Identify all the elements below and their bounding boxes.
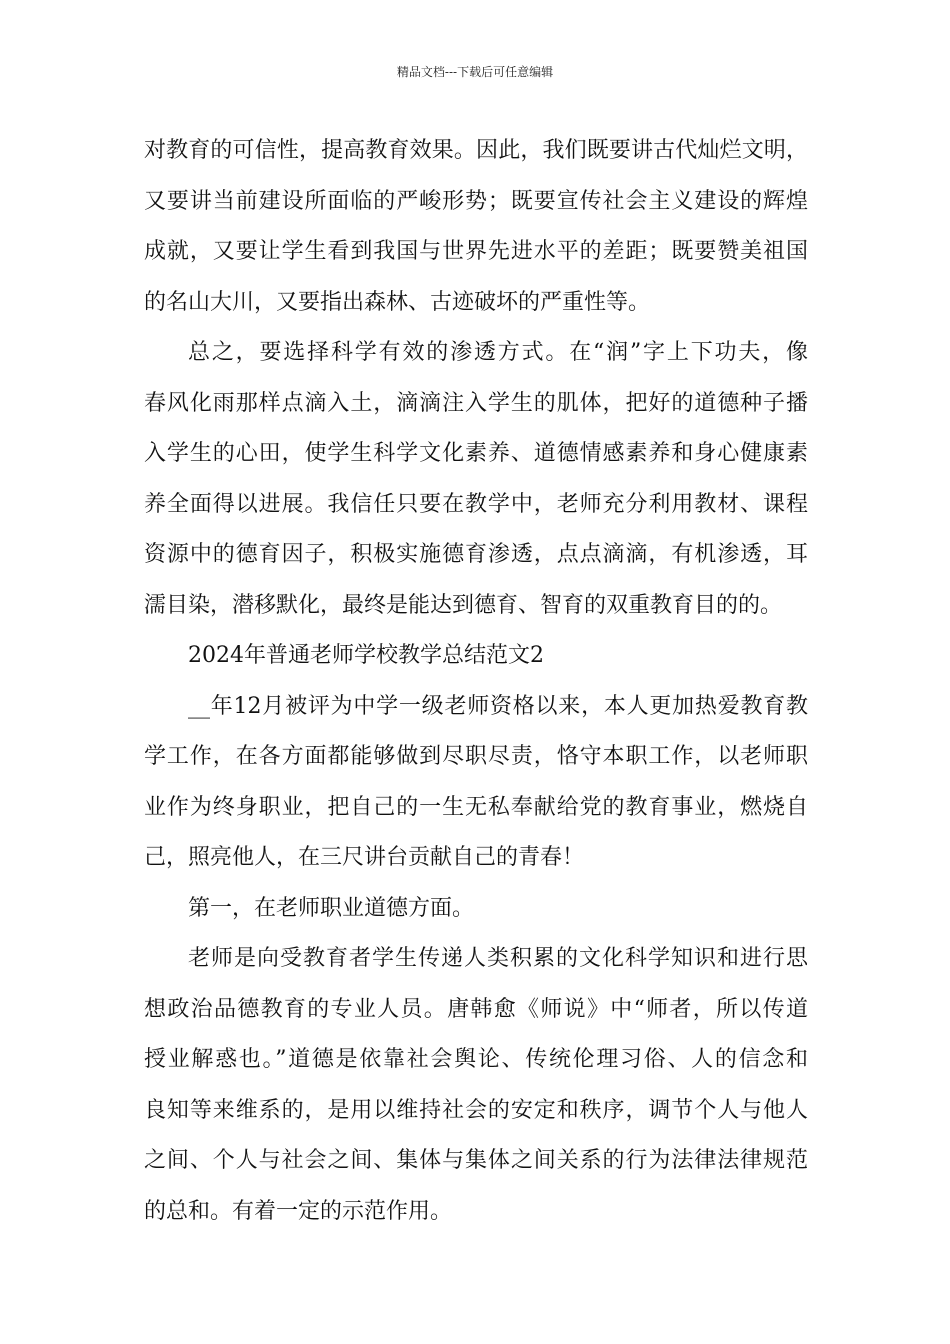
body-line: 养全面得以进展。我信任只要在教学中，老师充分利用教材、课程 <box>144 491 808 517</box>
body-line: 入学生的心田，使学生科学文化素养、道德情感素养和身心健康素 <box>144 441 808 466</box>
body-line: 的总和。有着一定的示范作用。 <box>144 1198 453 1224</box>
body-line: 又要讲当前建设所面临的严峻形势；既要宣传社会主义建设的辉煌 <box>144 188 808 214</box>
body-line: 春风化雨那样点滴入土，滴滴注入学生的肌体，把好的道德种子播 <box>144 390 808 416</box>
body-line: 老师是向受教育者学生传递人类积累的文化科学知识和进行思 <box>188 946 808 971</box>
body-line: 第一，在老师职业道德方面。 <box>188 895 475 921</box>
body-line: 资源中的德育因子，积极实施德育渗透，点点滴滴，有机渗透，耳 <box>144 542 808 567</box>
section-heading: 2024年普通老师学校教学总结范文2 <box>188 643 544 668</box>
body-line: 的名山大川，又要指出森林、古迹破坏的严重性等。 <box>144 289 651 315</box>
body-line: 成就，又要让学生看到我国与世界先进水平的差距；既要赞美祖国 <box>144 239 808 264</box>
document-body <box>144 126 808 1237</box>
body-line: 之间、个人与社会之间、集体与集体之间关系的行为法律法律规范 <box>144 1148 808 1173</box>
body-line: 授业解惑也。”道德是依靠社会舆论、传统伦理习俗、人的信念和 <box>144 1047 808 1072</box>
body-line: 己，照亮他人，在三尺讲台贡献自己的青春！ <box>144 845 585 870</box>
body-line: 良知等来维系的，是用以维持社会的安定和秩序，调节个人与他人 <box>144 1097 808 1123</box>
body-line: 总之，要选择科学有效的渗透方式。在“润”字上下功夫，像 <box>188 340 808 365</box>
body-line: 濡目染，潜移默化，最终是能达到德育、智育的双重教育目的的。 <box>144 592 783 618</box>
body-line: 想政治品德教育的专业人员。唐韩愈《师说》中“师者，所以传道 <box>144 996 808 1022</box>
body-line: 业作为终身职业，把自己的一生无私奉献给党的教育事业，燃烧自 <box>144 794 808 820</box>
body-line: 学工作，在各方面都能够做到尽职尽责，恪守本职工作，以老师职 <box>144 744 808 769</box>
body-line: __年12月被评为中学一级老师资格以来，本人更加热爱教育教 <box>188 693 808 719</box>
page-header: 精品文档---下载后可任意编辑 <box>396 65 554 79</box>
body-line: 对教育的可信性，提高教育效果。因此，我们既要讲古代灿烂文明， <box>144 138 808 163</box>
